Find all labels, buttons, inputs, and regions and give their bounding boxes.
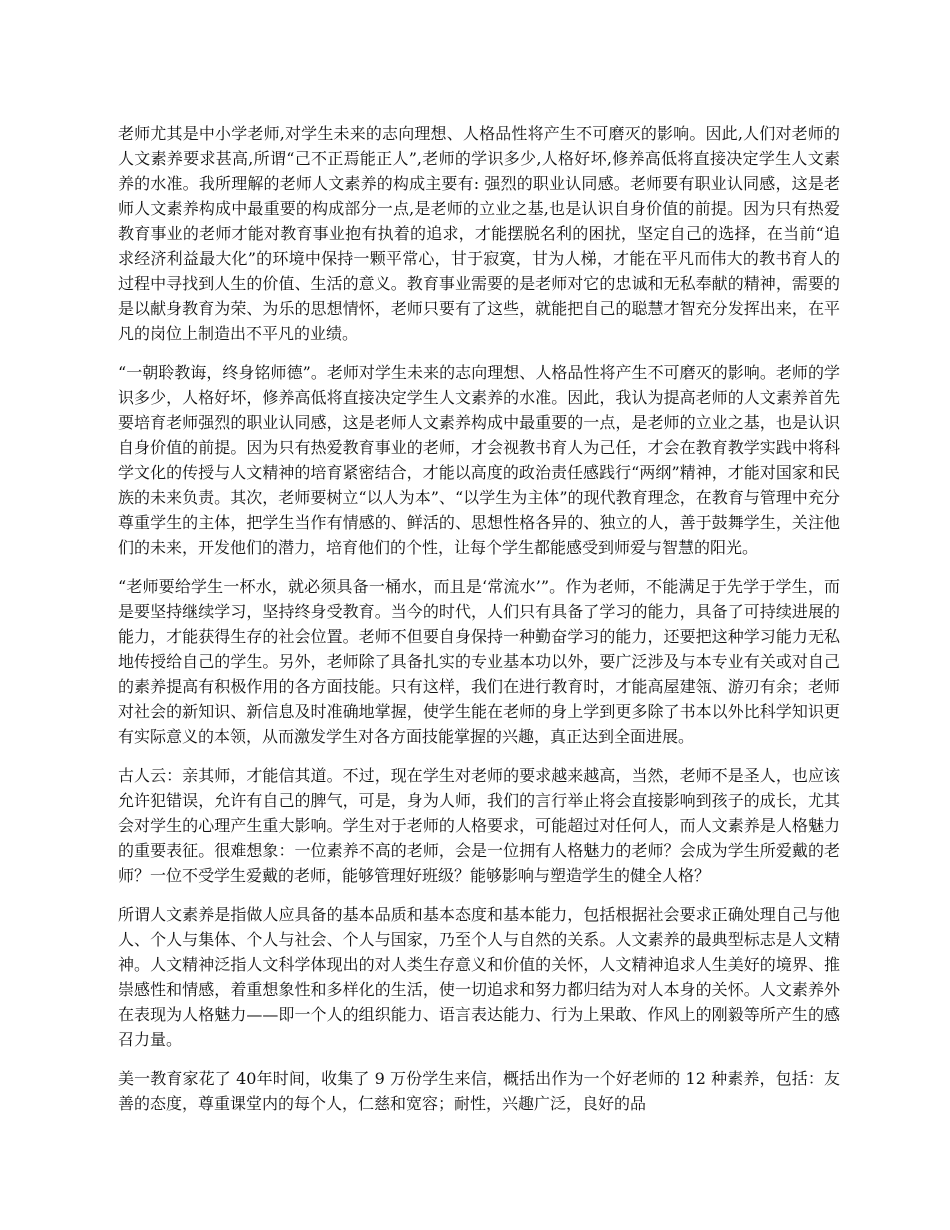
paragraph: “老师要给学生一杯水，就必须具备一桶水，而且是‘常流水’”。作为老师，不能满足于先学于学生，而是要坚持继续学习，坚持终身受教育。当今的时代，人们只有具备了学习的能力，具备了可持续进展的能力，才能获得生存的社会位置。老师不但要自身保持一种勤奋学习的能力，还要把这种学习能力无私地传授给自己的学生。另外，老师除了具备扎实的专业基本功以外，要广泛涉及与本专业有关或对自己的素养提高有积极作用的各方面技能。只有这样，我们在进行教育时，才能高屋建瓴、游刃有余；老师对社会的新知识、新信息及时准确地掌握，使学生能在老师的身上学到更多除了书本以外比科学知识更有实际意义的本领，从而激发学生对各方面技能掌握的兴趣，真正达到全面进展。: [118, 577, 840, 746]
document-page: [118, 121, 840, 1130]
paragraph: 古人云：亲其师，才能信其道。不过，现在学生对老师的要求越来越高，当然，老师不是圣人，也应该允许犯错误，允许有自己的脾气，可是，身为人师，我们的言行举止将会直接影响到孩子的成长，尤其会对学生的心理产生重大影响。学生对于老师的人格要求，可能超过对任何人，而人文素养是人格魅力的重要表征。很难想象：一位素养不高的老师，会是一位拥有人格魅力的老师？会成为学生所爱戴的老师？一位不受学生爱戴的老师，能够管理好班级？能够影响与塑造学生的健全人格？: [118, 766, 840, 885]
paragraph: 所谓人文素养是指做人应具备的基本品质和基本态度和基本能力，包括根据社会要求正确处理自己与他人、个人与集体、个人与社会、个人与国家，乃至个人与自然的关系。人文素养的最典型标志是人文精神。人文精神泛指人文科学体现出的对人类生存意义和价值的关怀，人文精神追求人生美好的境界、推崇感性和情感，着重想象性和多样化的生活，使一切追求和努力都归结为对人本身的关怀。人文素养外在表现为人格魅力——即一个人的组织能力、语言表达能力、行为上果敢、作风上的刚毅等所产生的感召力量。: [118, 905, 840, 1049]
paragraph: 老师尤其是中小学老师,对学生未来的志向理想、人格品性将产生不可磨灭的影响。因此,人们对老师的人文素养要求甚高,所谓“己不正焉能正人”,老师的学识多少,人格好坏,修养高低将直接决定学生人文素养的水准。我所理解的老师人文素养的构成主要有: 强烈的职业认同感。老师要有职业认同感，这是老师人文素养构成中最重要的构成部分一点,是老师的立业之基,也是认识自身价值的前提。因为只有热爱教育事业的老师才能对教育事业抱有执着的追求，才能摆脱名利的困扰，坚定自己的选择，在当前“追求经济利益最大化”的环境中保持一颗平常心，甘于寂寞，甘为人梯，才能在平凡而伟大的教书育人的过程中寻找到人生的价值、生活的意义。教育事业需要的是老师对它的忠诚和无私奉献的精神，需要的是以献身教育为荣、为乐的思想情怀，老师只要有了这些，就能把自己的聪慧才智充分发挥出来，在平凡的岗位上制造出不平凡的业绩。: [118, 124, 840, 343]
paragraph: 美一教育家花了 40年时间，收集了 9 万份学生来信，概括出作为一个好老师的 12 种素养，包括：友善的态度，尊重课堂内的每个人，仁慈和宽容；耐性，兴趣广泛，良好的品: [118, 1069, 840, 1113]
paragraph: “一朝聆教诲，终身铭师德”。老师对学生未来的志向理想、人格品性将产生不可磨灭的影响。老师的学识多少，人格好坏，修养高低将直接决定学生人文素养的水准。因此，我认为提高老师的人文素养首先要培育老师强烈的职业认同感，这是老师人文素养构成中最重要的一点，是老师的立业之基，也是认识自身价值的前提。因为只有热爱教育事业的老师，才会视教书育人为己任，才会在教育教学实践中将科学文化的传授与人文精神的培育紧密结合，才能以高度的政治责任感践行“两纲”精神，才能对国家和民族的未来负责。其次，老师要树立“以人为本”、“以学生为主体”的现代教育理念，在教育与管理中充分尊重学生的主体，把学生当作有情感的、鲜活的、思想性格各异的、独立的人，善于鼓舞学生，关注他们的未来，开发他们的潜力，培育他们的个性，让每个学生都能感受到师爱与智慧的阳光。: [118, 363, 840, 557]
